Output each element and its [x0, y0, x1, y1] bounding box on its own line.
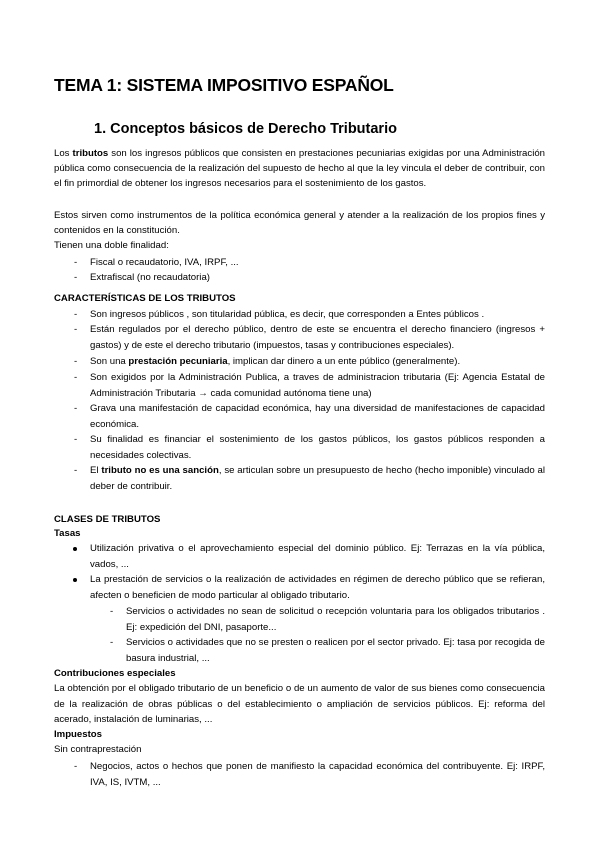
clases-heading: CLASES DE TRIBUTOS [54, 514, 161, 525]
tasas-item-dominio-publico: Utilización privativa o el aprovechamiento especial del dominio público. Ej: Terrazas en la vía pública, vados, ... [90, 543, 545, 570]
section-title: 1. Conceptos básicos de Derecho Tributario [94, 121, 397, 137]
contribuciones-heading: Contribuciones especiales [54, 668, 176, 679]
bullet-marker [73, 578, 77, 582]
prestacion-pecuniaria-bold: prestación pecuniaria [128, 356, 228, 367]
dash-marker: - [74, 309, 78, 320]
dash-marker: - [74, 403, 78, 414]
bullet-marker [73, 547, 77, 551]
tasas-subitem-voluntaria: Servicios o actividades no sean de solicitud o recepción voluntaria para los obligados tributarios . Ej: expedición del DNI, pasaporte... [126, 606, 545, 633]
tributos-bold: tributos [72, 148, 109, 159]
finalidad-item-extrafiscal: Extrafiscal (no recaudatoria) [90, 272, 210, 283]
dash-marker: - [74, 434, 78, 445]
dash-marker: - [74, 372, 78, 383]
tributo-no-sancion-bold: tributo no es una sanción [101, 465, 219, 476]
dash-marker: - [74, 761, 78, 772]
caracteristicas-heading: CARACTERÍSTICAS DE LOS TRIBUTOS [54, 293, 236, 304]
intro-paragraph-instrumentos: Estos sirven como instrumentos de la política económica general y atender a la realización de los propios fines y contenidos en la constitución. [54, 210, 545, 236]
dash-marker: - [74, 257, 78, 268]
finalidad-item-fiscal: Fiscal o recaudatorio, IVA, IRPF, ... [90, 257, 239, 268]
dash-marker: - [74, 356, 78, 367]
caracteristica-item: Grava una manifestación de capacidad económica, hay una diversidad de manifestaciones de capacidad económica. [90, 403, 545, 430]
caracteristica-item: Su finalidad es financiar el sostenimiento de los gastos públicos, los gastos públicos responden a necesidades colectivas. [90, 434, 545, 461]
caracteristica-item: Son ingresos públicos , son titularidad pública, es decir, que corresponden a Entes públicos . [90, 309, 485, 320]
caracteristica-item: Son exigidos por la Administración Publica, a traves de administracion tributaria (Ej: Agencia Estatal de Administración Tributaria → cada comunidad autónoma tiene una) [90, 372, 545, 399]
dash-marker: - [74, 324, 78, 335]
dash-marker: - [74, 272, 78, 283]
intro-paragraph-tributos: Los tributos son los ingresos públicos que consisten en prestaciones pecuniarias exigidas por una Administración pública como consecuencia de la realización del supuesto de hecho al que la ley vincula el deber de contribuir, con el fin primordial de obtener los ingresos necesarios para el sostenimiento de los gastos. [54, 148, 545, 189]
tasas-subitem-sector-privado: Servicios o actividades que no se presten o realicen por el sector privado. Ej: tasa por recogida de basura industrial, ... [126, 637, 545, 664]
tasas-heading: Tasas [54, 528, 81, 539]
dash-marker: - [110, 637, 114, 648]
document-title: TEMA 1: SISTEMA IMPOSITIVO ESPAÑOL [54, 75, 394, 95]
impuestos-subheading: Sin contraprestación [54, 744, 142, 755]
dash-marker: - [110, 606, 114, 617]
caracteristica-item: Son una prestación pecuniaria, implican dar dinero a un ente público (generalmente). [90, 356, 461, 367]
tasas-item-prestacion-servicios: La prestación de servicios o la realización de actividades en régimen de derecho público que se refieran, afecten o beneficien de modo particular al obligado tributario. [90, 574, 545, 601]
dash-marker: - [74, 465, 78, 476]
caracteristica-item: El tributo no es una sanción, se articulan sobre un presupuesto de hecho (hecho imponible) vinculado al deber de contribuir. [90, 465, 545, 492]
impuestos-heading: Impuestos [54, 729, 102, 740]
intro-paragraph-finalidad: Tienen una doble finalidad: [54, 240, 169, 251]
impuestos-item: Negocios, actos o hechos que ponen de manifiesto la capacidad económica del contribuyente. Ej: IRPF, IVA, IS, IVTM, ... [90, 761, 545, 788]
contribuciones-text: La obtención por el obligado tributario de un beneficio o de un aumento de valor de sus bienes como consecuencia de la realización de obras públicas o del establecimiento o ampliación de servicios públicos. Ej: reforma del acerado, instalación de luminarias, ... [54, 683, 545, 725]
caracteristica-item: Están regulados por el derecho público, dentro de este se encuentra el derecho financiero (ingresos + gastos) y de este el derecho tributario (impuestos, tasas y contribuciones especiales). [90, 324, 545, 351]
